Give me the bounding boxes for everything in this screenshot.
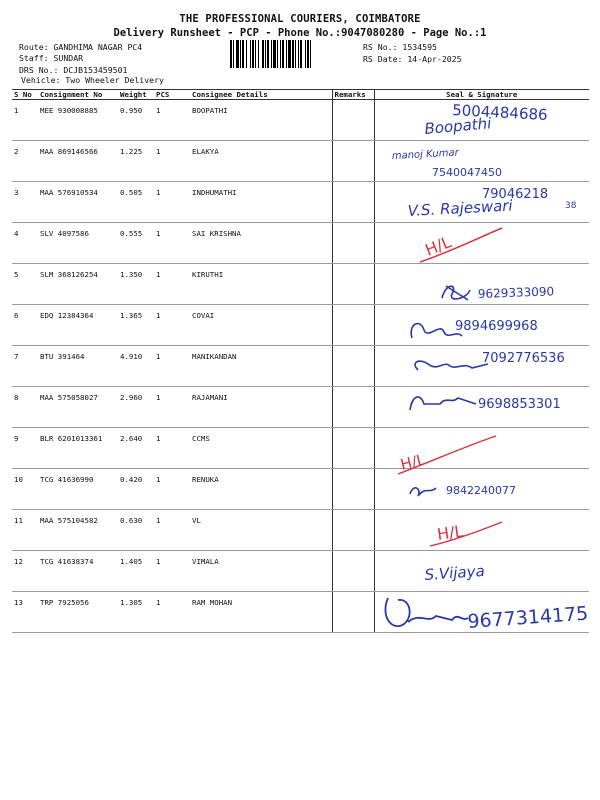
sig-r11-mark: H/L: [435, 521, 465, 544]
cell-pcs: 1: [154, 141, 190, 182]
cell-consignment: MAA 576910534: [38, 182, 118, 223]
cell-consignment: BLR 6201013361: [38, 428, 118, 469]
sig-r6-phone: 9894699968: [455, 319, 538, 334]
cell-consignee: RAJAMANI: [190, 387, 332, 428]
cell-consignment: EDQ 12384364: [38, 305, 118, 346]
sig-r3-name: V.S. Rajeswari: [407, 196, 514, 220]
cell-sno: 4: [12, 223, 38, 264]
table-row: [12, 592, 589, 633]
cell-sno: 10: [12, 469, 38, 510]
cell-remarks: [332, 346, 374, 387]
barcode: [230, 40, 352, 68]
sig-r13-phone: 9677314175: [466, 602, 589, 633]
barcode-bar: [311, 40, 313, 68]
cell-consignee: SAI KRISHNA: [190, 223, 332, 264]
cell-weight: 0.505: [118, 182, 154, 223]
cell-weight: 0.420: [118, 469, 154, 510]
col-sno: S No: [12, 90, 38, 100]
table-row: [12, 141, 589, 182]
col-consignment: Consignment No: [38, 90, 118, 100]
cell-consignment: SLV 4097586: [38, 223, 118, 264]
cell-weight: 1.225: [118, 141, 154, 182]
cell-remarks: [332, 100, 374, 141]
cell-weight: 2.960: [118, 387, 154, 428]
cell-weight: 4.910: [118, 346, 154, 387]
cell-sno: 13: [12, 592, 38, 633]
table-row: [12, 223, 589, 264]
cell-sno: 5: [12, 264, 38, 305]
cell-consignment: TCG 41638374: [38, 551, 118, 592]
cell-consignment: BTU 391464: [38, 346, 118, 387]
company-title: THE PROFESSIONAL COURIERS, COIMBATORE: [179, 13, 421, 25]
table-row: [12, 182, 589, 223]
cell-consignee: RENUKA: [190, 469, 332, 510]
cell-consignment: TRP 7925056: [38, 592, 118, 633]
cell-remarks: [332, 264, 374, 305]
sig-r4-mark: H/L: [422, 232, 454, 260]
table-row: [12, 100, 589, 141]
cell-seal-signature: [374, 141, 589, 182]
cell-consignee: MANIKANDAN: [190, 346, 332, 387]
cell-seal-signature: [374, 510, 589, 551]
cell-pcs: 1: [154, 387, 190, 428]
cell-sno: 6: [12, 305, 38, 346]
cell-consignee: VL: [190, 510, 332, 551]
sig-r3-phone: 79046218: [482, 187, 549, 202]
col-seal-signature: Seal & Signature: [374, 90, 589, 100]
cell-remarks: [332, 387, 374, 428]
cell-seal-signature: [374, 592, 589, 633]
cell-pcs: 1: [154, 510, 190, 551]
sig-r1-name: Boopathi: [423, 114, 493, 138]
cell-sno: 8: [12, 387, 38, 428]
cell-remarks: [332, 469, 374, 510]
cell-sno: 11: [12, 510, 38, 551]
runsheet-table: [12, 89, 589, 633]
sig-r8-phone: 9698853301: [478, 397, 561, 412]
table-row: [12, 305, 589, 346]
table-row: [12, 551, 589, 592]
sig-r10-phone: 9842240077: [446, 484, 516, 497]
cell-seal-signature: [374, 387, 589, 428]
table-row: [12, 264, 589, 305]
cell-sno: 9: [12, 428, 38, 469]
cell-remarks: [332, 223, 374, 264]
cell-consignee: VIMALA: [190, 551, 332, 592]
cell-remarks: [332, 592, 374, 633]
sig-r5-phone: 9629333090: [477, 284, 555, 301]
table-row: [12, 387, 589, 428]
cell-remarks: [332, 305, 374, 346]
cell-weight: 1.365: [118, 305, 154, 346]
cell-sno: 7: [12, 346, 38, 387]
sig-r2-phone: 7540047450: [432, 166, 502, 179]
runsheet-subtitle: Delivery Runsheet - PCP - Phone No.:9047080280 - Page No.:1: [113, 27, 487, 39]
cell-weight: 1.350: [118, 264, 154, 305]
table-row: [12, 510, 589, 551]
cell-consignee: COVAI: [190, 305, 332, 346]
cell-remarks: [332, 551, 374, 592]
cell-consignment: MAA 575058027: [38, 387, 118, 428]
cell-consignment: TCG 41636990: [38, 469, 118, 510]
cell-pcs: 1: [154, 428, 190, 469]
cell-seal-signature: [374, 305, 589, 346]
cell-pcs: 1: [154, 182, 190, 223]
cell-pcs: 1: [154, 305, 190, 346]
cell-pcs: 1: [154, 264, 190, 305]
cell-consignment: SLM 368126254: [38, 264, 118, 305]
cell-consignee: RAM MOHAN: [190, 592, 332, 633]
sig-r1-phone: 5004484686: [451, 101, 549, 124]
cell-sno: 12: [12, 551, 38, 592]
cell-consignee: CCMS: [190, 428, 332, 469]
cell-sno: 3: [12, 182, 38, 223]
cell-seal-signature: [374, 469, 589, 510]
cell-seal-signature: [374, 264, 589, 305]
sig-r12-name: S.Vijaya: [424, 561, 486, 584]
col-consignee: Consignee Details: [190, 90, 332, 100]
cell-weight: 2.640: [118, 428, 154, 469]
cell-sno: 2: [12, 141, 38, 182]
cell-pcs: 1: [154, 100, 190, 141]
sig-r9-mark: H/L: [398, 450, 427, 474]
cell-consignment: MAA 575104582: [38, 510, 118, 551]
cell-consignee: INDHUMATHI: [190, 182, 332, 223]
drs-number: DRS No.: DCJB153459501: [19, 65, 128, 75]
cell-seal-signature: [374, 182, 589, 223]
cell-remarks: [332, 141, 374, 182]
cell-weight: 0.555: [118, 223, 154, 264]
cell-weight: 1.305: [118, 592, 154, 633]
cell-remarks: [332, 428, 374, 469]
col-pcs: PCS: [154, 90, 190, 100]
cell-pcs: 1: [154, 551, 190, 592]
col-remarks: Remarks: [332, 90, 374, 100]
cell-seal-signature: [374, 428, 589, 469]
cell-consignment: MEE 930008885: [38, 100, 118, 141]
cell-remarks: [332, 182, 374, 223]
col-weight: Weight: [118, 90, 154, 100]
cell-weight: 0.630: [118, 510, 154, 551]
cell-sno: 1: [12, 100, 38, 141]
table-row: [12, 346, 589, 387]
cell-seal-signature: [374, 551, 589, 592]
cell-pcs: 1: [154, 469, 190, 510]
cell-pcs: 1: [154, 346, 190, 387]
table-row: [12, 428, 589, 469]
cell-pcs: 1: [154, 223, 190, 264]
cell-seal-signature: [374, 346, 589, 387]
cell-pcs: 1: [154, 592, 190, 633]
cell-seal-signature: [374, 223, 589, 264]
rs-date: RS Date: 14-Apr-2025: [363, 54, 462, 64]
cell-consignee: KIRUTHI: [190, 264, 332, 305]
table-row: [12, 469, 589, 510]
route-text: Route: GANDHIMA NAGAR PC4: [19, 42, 143, 52]
cell-weight: 0.950: [118, 100, 154, 141]
sig-r2-name: manoj Kumar: [391, 147, 459, 162]
staff-text: Staff: SUNDAR: [19, 53, 84, 63]
cell-seal-signature: [374, 100, 589, 141]
sig-r7-phone: 7092776536: [482, 351, 565, 366]
cell-remarks: [332, 510, 374, 551]
cell-weight: 1.405: [118, 551, 154, 592]
rs-number: RS No.: 1534595: [363, 42, 437, 52]
cell-consignment: MAA 869146566: [38, 141, 118, 182]
table-header-row: [12, 90, 589, 100]
cell-consignee: BOOPATHI: [190, 100, 332, 141]
sig-r3-note: 38: [565, 201, 577, 211]
cell-consignee: ELAKYA: [190, 141, 332, 182]
vehicle-text: Vehicle: Two Wheeler Delivery: [21, 75, 164, 85]
